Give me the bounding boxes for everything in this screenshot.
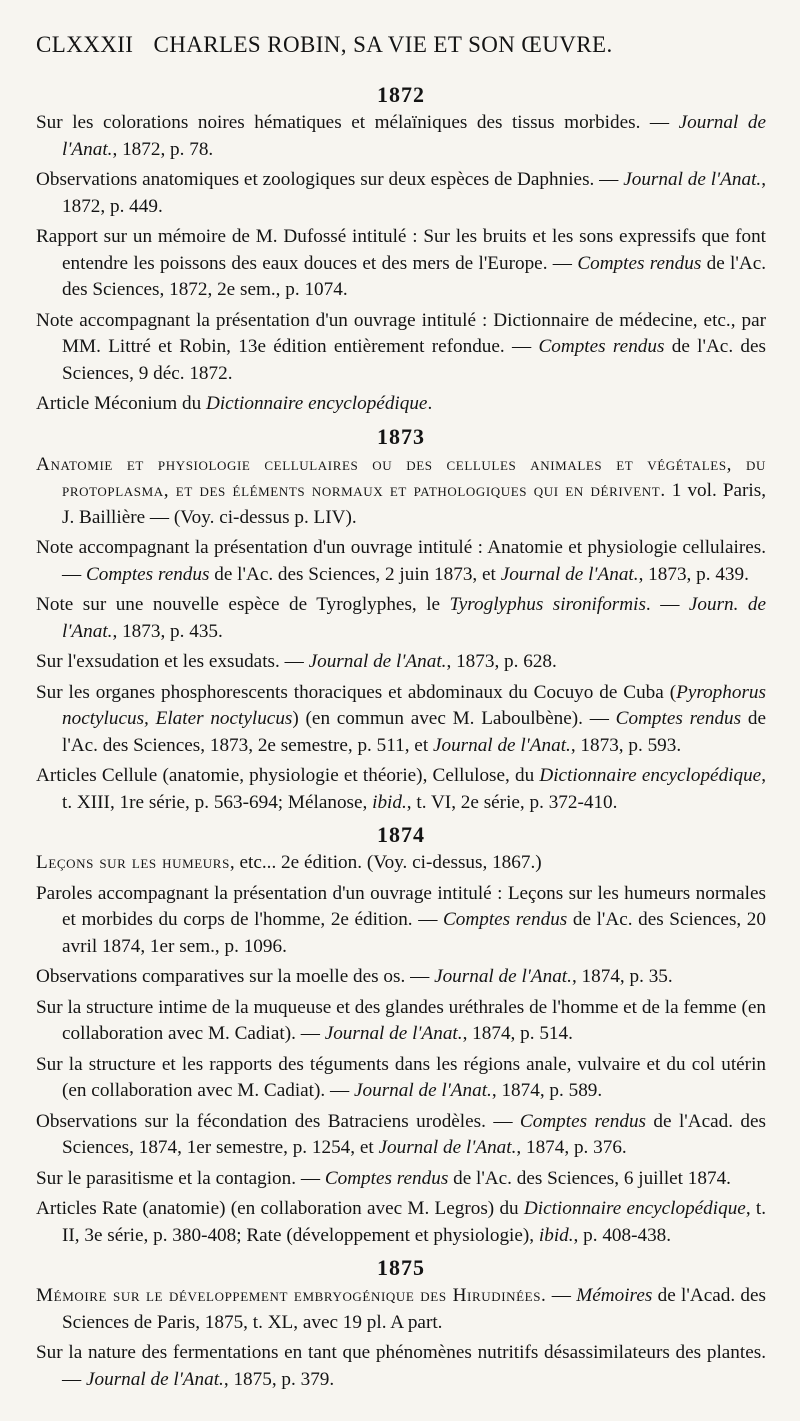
- italic-title: ibid.: [538, 1224, 574, 1246]
- entry-text: , 1874, p. 514.: [462, 1023, 573, 1044]
- entry-text: , 1873, p. 593.: [570, 734, 682, 756]
- entry-text: Sur les organes phosphorescents thoraciques et abdominaux du Cocuyo de Cuba (: [36, 681, 677, 703]
- entry-text: de l'Ac. des Sciences, 1872, 2e sem., p. 1074.: [62, 252, 767, 300]
- small-caps-title: Mémoire sur le développement embryogénique des Hirudinées.: [36, 1285, 547, 1306]
- bibliography-entry: [36, 391, 766, 418]
- italic-title: Journ. de l'Anat.: [62, 594, 767, 642]
- entry-text: . —: [645, 594, 689, 615]
- bibliography-entry: [36, 649, 766, 676]
- entry-text: Sur les colorations noires hématiques et mélaïniques des tissus morbides. —: [36, 112, 679, 133]
- italic-title: Journal de l'Anat.: [308, 651, 447, 672]
- running-head: [36, 32, 776, 58]
- year-heading: 1873: [377, 423, 425, 449]
- bibliography-entry: [36, 110, 766, 163]
- entry-text: Sur l'exsudation et les exsudats. —: [36, 651, 309, 672]
- entry-text: , t. XIII, 1re série, p. 563-694; Mélanose,: [62, 765, 766, 813]
- entry-text: de l'Ac. des Sciences, 9 déc. 1872.: [62, 336, 766, 384]
- bibliography-entry: [36, 995, 766, 1048]
- bibliography-list: [36, 80, 766, 1397]
- italic-title: Mémoires: [576, 1285, 653, 1306]
- small-caps-title: Anatomie et physiologie cellulaires ou des cellules animales et végétales, du protoplasma, et des éléments normaux et pathologiques qui en dérivent.: [36, 453, 766, 501]
- entry-text: 1 vol. Paris, J. Baillière — (Voy. ci-dessus p. LIV).: [62, 480, 766, 528]
- entry-text: Sur la structure intime de la muqueuse et des glandes uréthrales de l'homme et de la femme (en collaboration avec M. Cadiat). —: [36, 996, 766, 1044]
- bibliography-entry: [36, 1166, 766, 1193]
- entry-text: , t. VI, 2e série, p. 372-410.: [406, 791, 618, 813]
- year-heading: 1874: [377, 822, 425, 847]
- bibliography-entry: [36, 1196, 766, 1249]
- entry-text: Note accompagnant la présentation d'un ouvrage intitulé : Dictionnaire de médecine, etc., par MM. Littré et Robin, 13e édition entièrement refondue. —: [36, 309, 766, 357]
- bibliography-entry: [36, 1052, 766, 1105]
- italic-title: Dictionnaire encyclopédique: [523, 1198, 746, 1219]
- bibliography-entry: [36, 167, 766, 220]
- entry-text: Paroles accompagnant la présentation d'un ouvrage intitulé : Leçons sur les humeurs normales et morbides du corps de l'homme, 2e édition. —: [36, 882, 766, 930]
- entry-text: Observations comparatives sur la moelle des os. —: [36, 966, 435, 987]
- italic-title: Comptes rendus: [324, 1167, 449, 1189]
- italic-title: Dictionnaire encyclopédique: [539, 765, 762, 786]
- entry-text: .: [427, 393, 433, 414]
- entry-text: Article Méconium du: [36, 393, 206, 414]
- bibliography-entry: [36, 452, 766, 532]
- entry-text: , etc... 2e édition. (Voy. ci-dessus, 1867.): [229, 852, 542, 873]
- entry-text: Observations sur la fécondation des Batraciens urodèles. —: [36, 1110, 520, 1132]
- entry-text: de l'Acad. des Sciences, 1874, 1er semestre, p. 1254, et: [62, 1110, 766, 1158]
- italic-title: Journal de l'Anat.: [432, 734, 571, 756]
- italic-title: Tyroglyphus sironiformis: [449, 594, 646, 615]
- italic-title: Comptes rendus: [615, 708, 742, 729]
- bibliography-entry: [36, 535, 766, 588]
- entry-text: , 1872, p. 78.: [112, 138, 214, 160]
- entry-text: , 1873, p. 439.: [638, 563, 749, 585]
- italic-title: Journal de l'Anat.: [324, 1023, 463, 1044]
- entry-text: Articles Rate (anatomie) (en collaboration avec M. Legros) du: [36, 1198, 524, 1219]
- entry-text: , 1873, p. 628.: [446, 651, 557, 672]
- italic-title: ibid.: [372, 791, 407, 813]
- bibliography-entry: [36, 850, 766, 877]
- entry-text: de l'Ac. des Sciences, 20 avril 1874, 1er sem., p. 1096.: [62, 909, 766, 957]
- italic-title: Comptes rendus: [577, 252, 702, 274]
- entry-text: de l'Ac. des Sciences, 6 juillet 1874.: [448, 1167, 731, 1189]
- bibliography-entry: [36, 1283, 766, 1336]
- bibliography-entry: [36, 224, 766, 304]
- italic-title: Journal de l'Anat.: [434, 966, 572, 987]
- entry-text: —: [546, 1285, 577, 1306]
- entry-text: ) (en commun avec M. Laboulbène). —: [292, 708, 616, 729]
- italic-title: Comptes rendus: [442, 909, 568, 930]
- small-caps-title: Leçons sur les humeurs: [36, 852, 230, 873]
- year-heading: 1872: [377, 82, 425, 107]
- entry-text: Sur le parasitisme et la contagion. —: [36, 1167, 325, 1189]
- bibliography-entry: [36, 964, 766, 991]
- entry-text: , 1874, p. 589.: [491, 1080, 603, 1101]
- entry-text: de l'Ac. des Sciences, 2 juin 1873, et: [209, 563, 501, 585]
- bibliography-entry: [36, 680, 766, 760]
- italic-title: Journal de l'Anat.: [62, 112, 766, 160]
- page-number: CLXXXII: [36, 32, 134, 57]
- running-title: CHARLES ROBIN, SA VIE ET SON ŒUVRE.: [153, 32, 613, 57]
- bibliography-entry: [36, 1340, 766, 1393]
- italic-title: Comptes rendus: [85, 563, 210, 585]
- italic-title: Pyrophorus noctylucus, Elater noctylucus: [62, 681, 766, 729]
- entry-text: , 1874, p. 35.: [571, 966, 673, 987]
- entry-text: , t. II, 3e série, p. 380-408; Rate (développement et physiologie),: [62, 1198, 766, 1246]
- bibliography-entry: [36, 308, 766, 388]
- bibliography-entry: [36, 1109, 766, 1162]
- entry-text: , p. 408-438.: [573, 1224, 672, 1246]
- italic-title: Journal de l'Anat.: [353, 1080, 492, 1101]
- entry-text: Note sur une nouvelle espèce de Tyroglyphes, le: [36, 594, 450, 615]
- entry-text: , 1874, p. 376.: [516, 1137, 627, 1158]
- entry-text: , 1872, p. 449.: [62, 169, 766, 217]
- bibliography-entry: [36, 592, 766, 645]
- entry-text: Articles Cellule (anatomie, physiologie et théorie), Cellulose, du: [36, 765, 540, 786]
- entry-text: Observations anatomiques et zoologiques sur deux espèces de Daphnies. —: [36, 169, 624, 190]
- bibliography-entry: [36, 763, 766, 816]
- italic-title: Journal de l'Anat.: [500, 563, 639, 585]
- bibliography-entry: [36, 881, 766, 961]
- italic-title: Comptes rendus: [519, 1110, 647, 1132]
- entry-text: Sur la nature des fermentations en tant que phénomènes nutritifs désassimilateurs des plantes. —: [36, 1342, 766, 1390]
- italic-title: Comptes rendus: [538, 336, 665, 357]
- italic-title: Journal de l'Anat.: [378, 1137, 517, 1158]
- entry-text: , 1875, p. 379.: [223, 1368, 335, 1390]
- entry-text: Note accompagnant la présentation d'un ouvrage intitulé : Anatomie et physiologie cellulaires. —: [36, 537, 766, 585]
- entry-text: de l'Acad. des Sciences de Paris, 1875, t. XL, avec 19 pl. A part.: [62, 1285, 767, 1333]
- italic-title: Dictionnaire encyclopédique: [205, 393, 428, 414]
- entry-text: de l'Ac. des Sciences, 1873, 2e semestre, p. 511, et: [62, 708, 766, 756]
- italic-title: Journal de l'Anat.: [85, 1368, 224, 1390]
- entry-text: , 1873, p. 435.: [112, 620, 223, 642]
- year-heading: 1875: [377, 1255, 425, 1280]
- entry-text: Sur la structure et les rapports des téguments dans les régions anale, vulvaire et du col utérin (en collaboration avec M. Cadiat). —: [36, 1053, 766, 1101]
- italic-title: Journal de l'Anat.: [623, 169, 762, 190]
- entry-text: Rapport sur un mémoire de M. Dufossé intitulé : Sur les bruits et les sons expressifs que font entendre les poissons des eaux douces et des mers de l'Europe. —: [36, 226, 766, 274]
